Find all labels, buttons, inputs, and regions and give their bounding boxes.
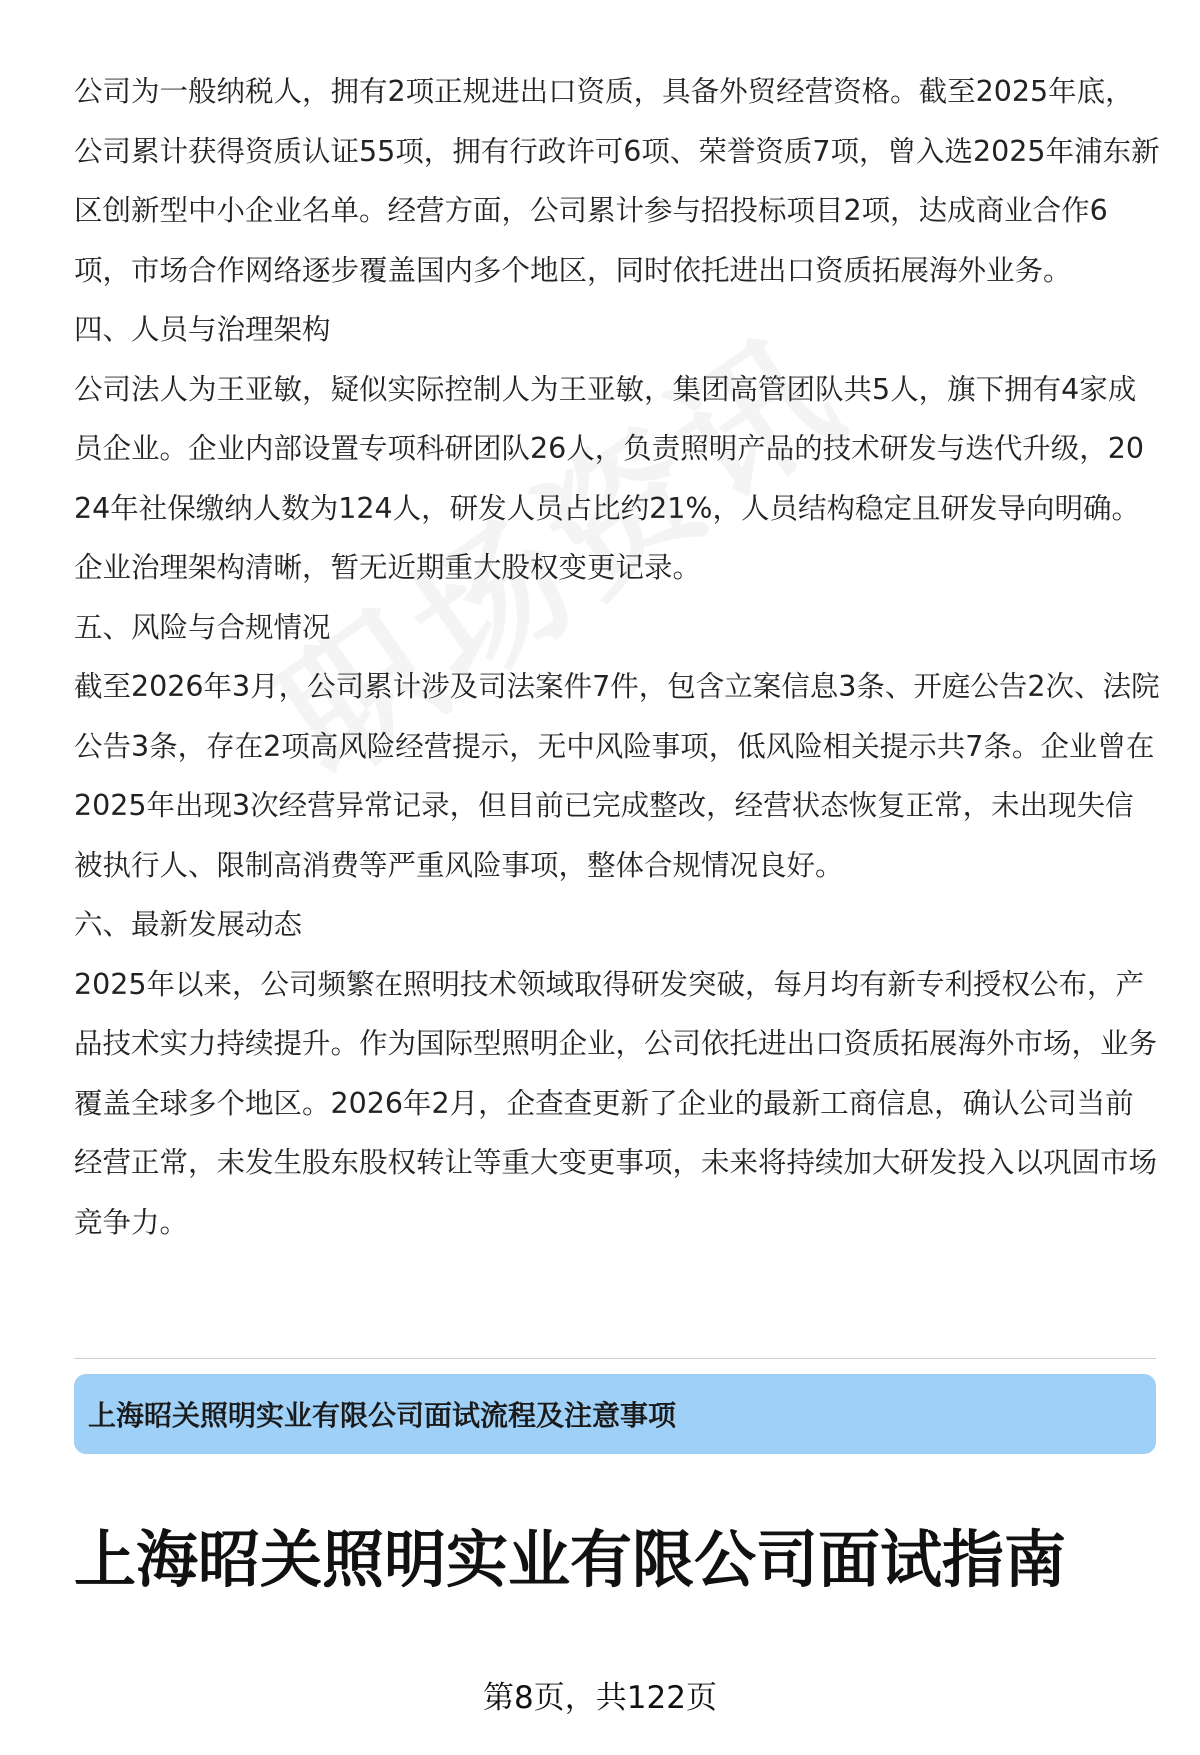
page-title: 上海昭关照明实业有限公司面试指南 [74,1523,1067,1596]
paragraph-personnel: 公司法人为王亚敏，疑似实际控制人为王亚敏，集团高管团队共5人，旗下拥有4家成员企业。企业内部设置专项科研团队26人，负责照明产品的技术研发与迭代升级，2024年社保缴纳人数为124人，研发人员占比约21%，人员结构稳定且研发导向明确。企业治理架构清晰，暂无近期重大股权变更记录。 [74,372,1145,584]
banner-title: 上海昭关照明实业有限公司面试流程及注意事项 [88,1399,677,1432]
section-heading-latest: 六、最新发展动态 [74,908,303,941]
paragraph-risk: 截至2026年3月，公司累计涉及司法案件7件，包含立案信息3条、开庭公告2次、法院公告3条，存在2项高风险经营提示，无中风险事项，低风险相关提示共7条。企业曾在2025年出现3次经营异常记录，但目前已完成整改，经营状态恢复正常，未出现失信被执行人、限制高消费等严重风险事项，整体合规情况良好。 [74,670,1160,882]
section-heading-risk: 五、风险与合规情况 [74,610,331,644]
section-banner [74,1374,1156,1454]
section-heading-personnel: 四、人员与治理架构 [74,313,331,346]
paragraph-qualifications: 公司为一般纳税人，拥有2项正规进出口资质，具备外贸经营资格。截至2025年底，公司累计获得资质认证55项，拥有行政许可6项、荣誉资质7项，曾入选2025年浦东新区创新型中小企业名单。经营方面，公司累计参与招投标项目2项，达成商业合作6项，市场合作网络逐步覆盖国内多个地区，同时依托进出口资质拓展海外业务。 [74,75,1160,287]
body-text [74,62,1160,1252]
page-number: 第8页，共122页 [483,1680,717,1716]
paragraph-latest: 2025年以来，公司频繁在照明技术领域取得研发突破，每月均有新专利授权公布，产品技术实力持续提升。作为国际型照明企业，公司依托进出口资质拓展海外市场，业务覆盖全球多个地区。2026年2月，企查查更新了企业的最新工商信息，确认公司当前经营正常，未发生股东股权转让等重大变更事项，未来将持续加大研发投入以巩固市场竞争力。 [74,967,1158,1239]
section-divider [74,1358,1156,1359]
